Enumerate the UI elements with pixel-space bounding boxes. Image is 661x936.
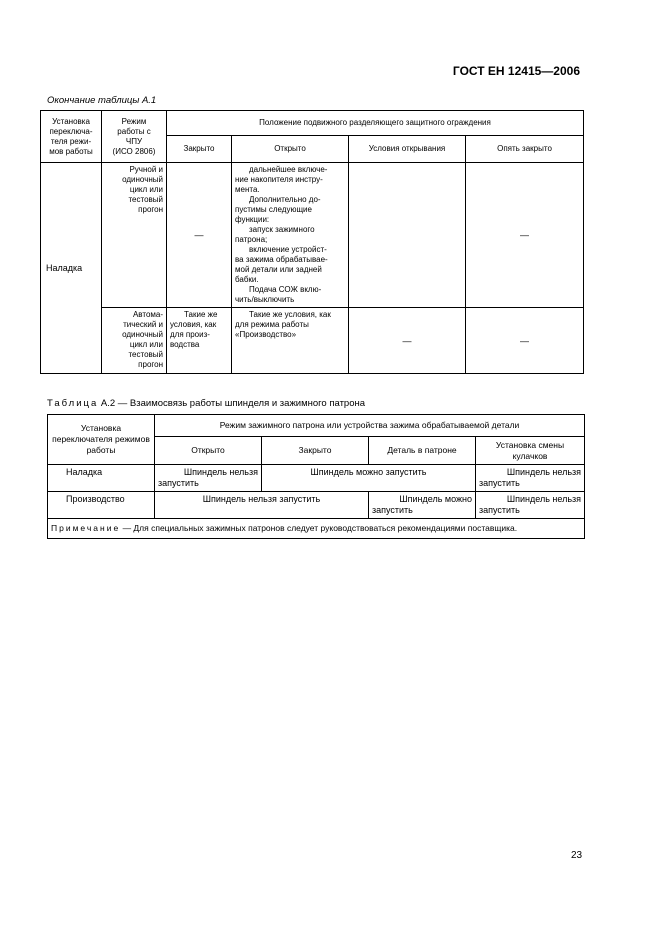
header-switch: Установка переключа- теля режи- мов работы (41, 111, 102, 163)
table-a2 (47, 414, 585, 539)
cell-open: дальнейшее включе- ние накопителя инстру- мента. Дополнительно до- пустимы следующие функции: запуск зажимного патрона; включение устройст- ва зажима обрабатывае- мой детали или задней бабки. Подача СОЖ вклю- чить/выключить (232, 163, 349, 308)
table2-caption: Таблица А.2 — Взаимосвязь работы шпинделя и зажимного патрона (47, 398, 366, 409)
header-switch: Установка переключателя режимов работы (48, 415, 155, 465)
table-a1 (40, 110, 584, 374)
row-label-setup: Наладка (41, 163, 102, 374)
header-closed: Закрыто (167, 136, 232, 163)
table-note: Примечание — Для специальных зажимных патронов следует руководствоваться рекомендациями поставщика. (48, 519, 585, 539)
header-chuck-mode: Режим зажимного патрона или устройства зажима обрабатываемой детали (155, 415, 585, 437)
table-row (48, 465, 585, 492)
cell-jaw-change: Шпиндель нельзя запустить (476, 465, 585, 492)
cell-open-closed: Шпиндель нельзя запустить (155, 492, 369, 519)
page-number: 23 (571, 850, 583, 861)
cell-open-conditions (349, 163, 466, 308)
cell-closed-again: — (466, 308, 584, 374)
table-row (48, 492, 585, 519)
header-closed-again: Опять закрыто (466, 136, 584, 163)
cell-open-conditions: — (349, 308, 466, 374)
cell-jaw-change: Шпиндель нельзя запустить (476, 492, 585, 519)
mode-manual: Ручной и одиночный цикл или тестовый прогон (102, 163, 167, 308)
row-label-production: Производство (48, 492, 155, 519)
cell-open: Шпиндель нельзя запустить (155, 465, 262, 492)
cell-closed: — (167, 163, 232, 308)
cell-closed-part: Шпиндель можно запустить (262, 465, 476, 492)
cell-closed-again: — (466, 163, 584, 308)
mode-automatic: Автома- тический и одиночный цикл или тестовый прогон (102, 308, 167, 374)
standard-header: ГОСТ ЕН 12415—2006 (452, 64, 580, 78)
header-open: Открыто (155, 437, 262, 465)
table1-caption: Окончание таблицы А.1 (47, 95, 157, 106)
table-row (41, 163, 584, 308)
header-jaw-change: Установка смены кулачков (476, 437, 585, 465)
header-guard-position: Положение подвижного разделяющего защитного ограждения (167, 111, 584, 136)
table-row (41, 308, 584, 374)
header-mode: Режим работы с ЧПУ (ИСО 2806) (102, 111, 167, 163)
header-part-in-chuck: Деталь в патроне (369, 437, 476, 465)
cell-closed: Такие же условия, как для произ- водства (167, 308, 232, 374)
cell-open: Такие же условия, как для режима работы «Производство» (232, 308, 349, 374)
header-closed: Закрыто (262, 437, 369, 465)
header-open-conditions: Условия открывания (349, 136, 466, 163)
cell-part-in-chuck: Шпиндель можно запустить (369, 492, 476, 519)
row-label-setup: Наладка (48, 465, 155, 492)
header-open: Открыто (232, 136, 349, 163)
